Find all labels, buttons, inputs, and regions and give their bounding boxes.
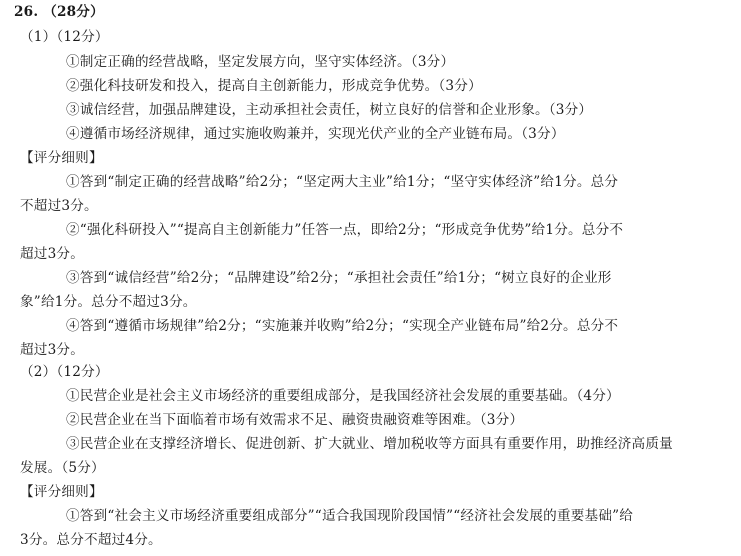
part2-rubric-header: 【评分细则】 [20, 484, 103, 500]
part2-point-3-line2: 发展。（5分） [20, 460, 105, 476]
part2-rubric-1-line2: 3分。总分不超过4分。 [20, 532, 162, 548]
part1-point-2: ②强化科技研发和投入，提高自主创新能力，形成竞争优势。（3分） [66, 78, 482, 94]
question-title: 26. （28分） [14, 4, 104, 20]
part1-point-3: ③诚信经营，加强品牌建设，主动承担社会责任，树立良好的信誉和企业形象。（3分） [66, 102, 593, 118]
part1-rubric-header: 【评分细则】 [20, 150, 103, 166]
part1-point-1: ①制定正确的经营战略，坚定发展方向，坚守实体经济。（3分） [66, 54, 455, 70]
part1-rubric-4-line2: 超过3分。 [20, 342, 85, 358]
part2-point-2: ②民营企业在当下面临着市场有效需求不足、融资贵融资难等困难。（3分） [66, 412, 524, 428]
part2-rubric-1-line1: ①答到“社会主义市场经济重要组成部分”“适合我国现阶段国情”“经济社会发展的重要基础”给 [66, 508, 634, 524]
part1-header: （1）（12分） [20, 29, 109, 45]
part2-point-3-line1: ③民营企业在支撑经济增长、促进创新、扩大就业、增加税收等方面具有重要作用，助推经济高质量 [66, 436, 673, 452]
part1-point-4: ④遵循市场经济规律，通过实施收购兼并，实现光伏产业的全产业链布局。（3分） [66, 126, 565, 142]
part1-rubric-3-line1: ③答到“诚信经营”给2分；“品牌建设”给2分；“承担社会责任”给1分；“树立良好的企业形 [66, 270, 612, 286]
part1-rubric-4-line1: ④答到“遵循市场规律”给2分；“实施兼并收购”给2分；“实现全产业链布局”给2分。总分不 [66, 318, 619, 334]
part1-rubric-2-line2: 超过3分。 [20, 246, 85, 262]
part2-header: （2）（12分） [20, 364, 109, 380]
part1-rubric-3-line2: 象”给1分。总分不超过3分。 [20, 294, 197, 310]
part1-rubric-1-line1: ①答到“制定正确的经营战略”给2分；“坚定两大主业”给1分；“坚守实体经济”给1分。总分 [66, 174, 619, 190]
part2-point-1: ①民营企业是社会主义市场经济的重要组成部分，是我国经济社会发展的重要基础。（4分） [66, 388, 620, 404]
part1-rubric-2-line1: ②“强化科研投入”“提高自主创新能力”任答一点，即给2分；“形成竞争优势”给1分。总分不 [66, 222, 624, 238]
part1-rubric-1-line2: 不超过3分。 [20, 198, 98, 214]
